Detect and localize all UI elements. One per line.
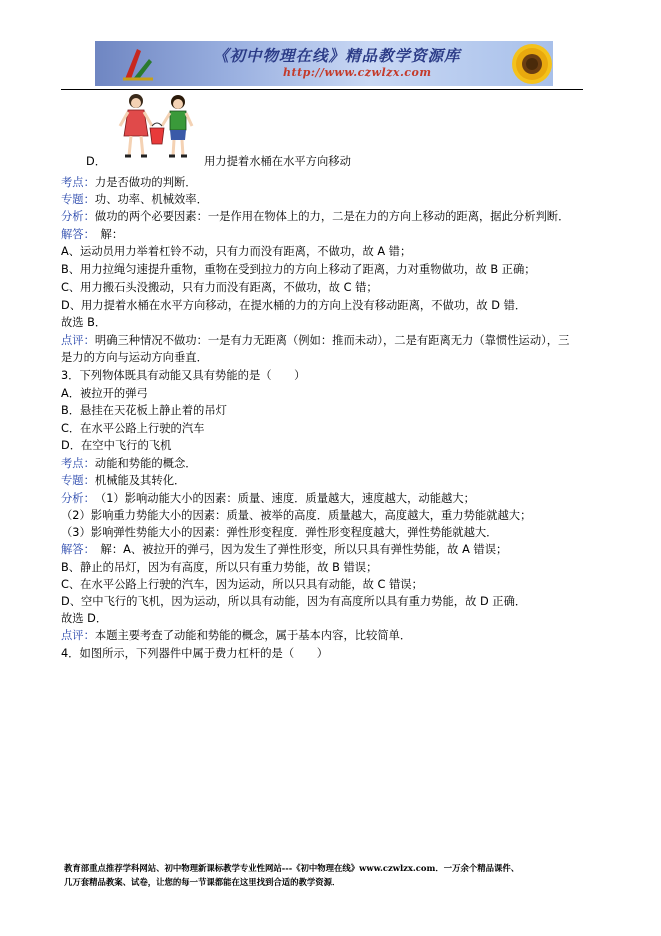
q2-answer-a: A、运动员用力举着杠铃不动，只有力而没有距离，不做功，故 A 错；: [61, 245, 412, 258]
q3-zhuanti: 专题：机械能及其转化．: [61, 474, 186, 487]
q3-fenxi-3: （3）影响弹性势能大小的因素：弹性形变程度．弹性形变程度越大，弹性势能就越大．: [61, 526, 498, 539]
q3-dianping: 点评：本题主要考查了动能和势能的概念，属于基本内容，比较简单．: [61, 629, 412, 642]
q3-answer-b: B、静止的吊灯，因为有高度，所以只有重力势能，故 B 错误；: [61, 561, 378, 574]
q2-dianping-cont: 是力的方向与运动方向垂直．: [61, 351, 208, 364]
q4-stem: 4．如图所示，下列器件中属于费力杠杆的是（ ）: [61, 647, 329, 660]
q3-kaodian: 考点：动能和势能的概念．: [61, 457, 197, 470]
header-rule: [61, 89, 583, 90]
q3-option-b: B．悬挂在天花板上静止着的吊灯: [61, 404, 227, 417]
q2-choice: 故选 B．: [61, 316, 107, 329]
q3-choice: 故选 D．: [61, 612, 108, 625]
footer-line-1: 教育部重点推荐学科网站、初中物理新课标教学专业性网站---《初中物理在线》www.czwlzx.com．一万余个精品课件、: [64, 863, 520, 873]
q3-answer-c: C、在水平公路上行驶的汽车，因为运动，所以只具有动能，故 C 错误；: [61, 578, 423, 591]
q2-answer-c: C、用力搬石头没搬动，只有力而没有距离，不做功，故 C 错；: [61, 281, 378, 294]
q3-fenxi: 分析： （1）影响动能大小的因素：质量、速度．质量越大，速度越大，动能越大；: [61, 492, 475, 505]
people-carrying-bucket-image: [106, 92, 202, 162]
q3-stem: 3．下列物体既具有动能又具有势能的是（ ）: [61, 369, 306, 382]
q2-jieda: 解答： 解：: [61, 228, 124, 241]
q3-answer-d: D、空中飞行的飞机，因为运动，所以具有动能，因为有高度所以具有重力势能，故 D 正确．: [61, 595, 527, 608]
option-d: [86, 153, 351, 170]
q3-option-a: A．被拉开的弹弓: [61, 387, 148, 400]
sunflower-icon: [505, 41, 553, 86]
q2-dianping: 点评：明确三种情况不做功：一是有力无距离（例如：推而未动），二是有距离无力（靠惯性运动），三: [61, 334, 570, 347]
header-banner: [95, 41, 553, 86]
option-d-letter: D．: [86, 155, 106, 168]
q2-answer-b: B、用力拉绳匀速提升重物，重物在受到拉力的方向上移动了距离，力对重物做功，故 B 正确；: [61, 263, 536, 276]
option-d-text: 用力提着水桶在水平方向移动: [204, 155, 351, 168]
logo-icon: [121, 45, 155, 81]
q2-fenxi: 分析：做功的两个必要因素：一是作用在物体上的力，二是在力的方向上移动的距离，据此分析判断．: [61, 210, 570, 223]
q2-zhuanti: 专题：功、功率、机械效率．: [61, 193, 208, 206]
footer-line-2: 几万套精品教案、试卷，让您的每一节课都能在这里找到合适的教学资源．: [64, 877, 341, 887]
q3-jieda: 解答： 解：A、被拉开的弹弓，因为发生了弹性形变，所以只具有弹性势能，故 A 错误；: [61, 543, 508, 556]
q3-fenxi-2: （2）影响重力势能大小的因素：质量、被举的高度．质量越大，高度越大，重力势能就越大；: [61, 509, 532, 522]
banner-url: http://www.czwlzx.com: [283, 66, 432, 79]
q3-option-c: C．在水平公路上行驶的汽车: [61, 422, 205, 435]
q2-kaodian: 考点：力是否做功的判断．: [61, 176, 197, 189]
banner-title: 《初中物理在线》精品教学资源库: [213, 46, 461, 65]
q3-option-d: D．在空中飞行的飞机: [61, 439, 172, 452]
q2-answer-d: D、用力提着水桶在水平方向移动，在提水桶的力的方向上没有移动距离，不做功，故 D 错．: [61, 299, 527, 312]
